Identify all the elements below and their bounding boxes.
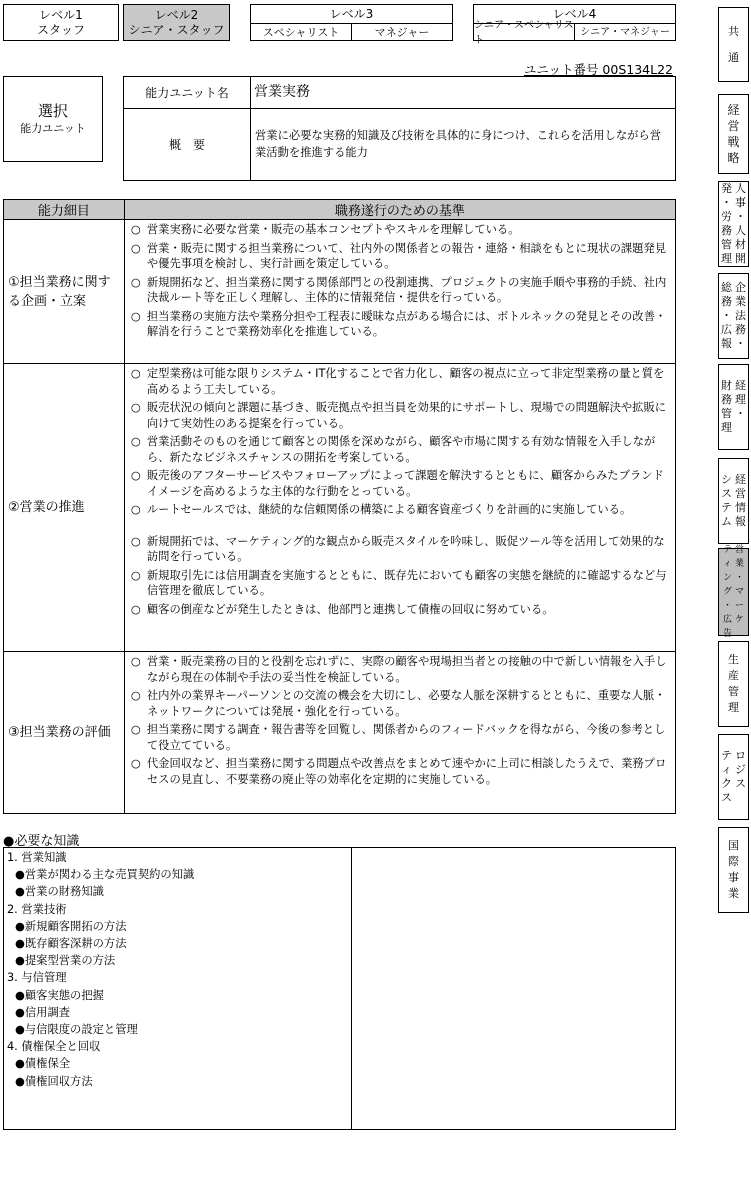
knowledge-item: ●顧客実態の把握 [15,988,104,1002]
side-tab-hr[interactable] [718,181,749,267]
side-tab-sales-marketing[interactable] [718,545,749,639]
circle-bullet-icon: ○ [130,241,141,255]
side-tab-label-col: 経 営 戦 略 [727,103,740,165]
col-header-criteria: 職務遂行のための基準 [124,200,675,220]
level-1-box [3,4,119,41]
level-4-senior-manager: シニア・マネジャー [580,27,670,38]
knowledge-item: ●提案型営業の方法 [15,954,116,968]
criteria-item: ○ 営業・販売業務の目的と役割を忘れずに、実際の顧客や現場担当者との接触の中で新しい情報を入手しながら現在の体制や手法の妥当性を検証している。 [130,655,667,684]
side-tab-production[interactable] [718,641,749,727]
criteria-item: ○ 営業・販売に関する担当業務について、社内外の関係者との報告・連絡・相談をもとに現状の課題発見や優先事項を検討し、実行計画を策定している。 [130,241,667,270]
side-tab-label-col: テ ィ ク ス [721,749,732,804]
criteria-table [3,199,676,814]
circle-bullet-icon: ○ [130,689,141,702]
knowledge-box [3,847,676,1130]
knowledge-item: ●信用調査 [15,1005,71,1019]
overview-text: 営業に必要な実務的知識及び技術を具体的に身につけ、これらを活用しながら営業活動を推進する能力 [255,129,662,159]
criteria-row-1 [4,220,676,364]
knowledge-item: ●新規顧客開拓の方法 [15,919,127,933]
level-3-specialist: スペシャリスト [251,24,352,41]
knowledge-heading: 2. 営業技術 [7,902,67,916]
level-2-title: レベル2 [154,7,199,22]
circle-bullet-icon: ○ [130,568,141,582]
side-tab-common[interactable] [718,7,749,82]
level-2-box-selected [123,4,230,41]
category-evaluation: ③担当業務の評価 [4,652,125,814]
unit-name: 営業実務 [251,77,675,109]
knowledge-item: ●債権保全 [15,1057,71,1071]
side-tab-legal[interactable] [718,273,749,359]
side-tab-label-col: 人 事 ・ 人 材 開 [735,182,746,265]
side-tab-label-col: シ ス テ ム [721,473,732,528]
criteria-item: ○ 顧客の倒産などが発生したときは、他部門と連携して債権の回収に努めている。 [130,602,554,616]
category-sales-promotion: ②営業の推進 [4,364,125,652]
selection-title: 選択 [37,102,68,120]
criteria-item: ○ 営業実務に必要な営業・販売の基本コンセプトやスキルを理解している。 [130,223,520,236]
unit-info-table [123,76,676,181]
category-planning: ①担当業務に関する企画・立案 [4,220,125,364]
knowledge-item: ●債権回収方法 [15,1074,93,1088]
circle-bullet-icon: ○ [130,275,141,289]
circle-bullet-icon: ○ [130,401,141,414]
knowledge-divider [351,848,352,1129]
criteria-item: ○ 代金回収など、担当業務に関する問題点や改善点をまとめて速やかに上司に相談したうえで、業務プロセスの見直し、不要業務の廃止等の効率化を定期的に実施している。 [130,757,667,786]
side-tab-finance[interactable] [718,364,749,450]
knowledge-heading: 4. 債権保全と回収 [7,1040,101,1054]
knowledge-heading: 1. 営業知識 [7,851,67,864]
knowledge-heading: 3. 与信管理 [7,971,67,985]
criteria-item: ○ 社内外の業界キーパーソンとの交流の機会を大切にし、必要な人脈を深耕するとともに、重要な人脈・ネットワークについては発展・強化を行っている。 [130,689,666,718]
side-tab-label-col: 発 ・ 労 務 管 理 [721,182,732,265]
side-tab-label-col: 共 通 [728,24,739,64]
side-tab-label-col: ロ ジ ス [735,749,746,790]
circle-bullet-icon: ○ [130,435,141,448]
side-tab-international[interactable] [718,827,749,913]
side-tab-label-col: テ ィ ン グ ・ 広 告 [722,545,732,639]
side-tab-label-col: 営 業 ・ マ ー ケ [735,545,745,625]
circle-bullet-icon: ○ [130,503,141,516]
side-tab-label-col: 経 営 情 報 [735,473,746,528]
criteria-item: ○ 新規取引先には信用調査を実施するとともに、既存先においても顧客の実態を継続的に確認するなど与信管理を徹底している。 [130,568,667,597]
circle-bullet-icon: ○ [130,534,141,548]
side-tab-label-col: 国 際 事 業 [728,839,739,900]
circle-bullet-icon: ○ [130,723,141,736]
knowledge-item: ●与信限度の設定と管理 [15,1023,138,1037]
side-tab-label-col: 生 産 管 理 [728,653,739,714]
knowledge-item: ●営業が関わる主な売買契約の知識 [15,868,195,882]
criteria-item: ○ 担当業務に関する調査・報告書等を回覧し、関係者からのフィードバックを得ながら、今後の参考として役立てている。 [130,723,666,752]
level-4-title: レベル4 [552,6,597,21]
circle-bullet-icon: ○ [130,655,141,668]
criteria-row-2 [4,364,676,652]
criteria-item: ○ 新規開拓など、担当業務に関する関係部門との役割連携、プロジェクトの実施手順や事務的手続、社内決裁ルート等を正しく理解し、主体的に情報発信・提供を行っている。 [130,275,667,304]
level-4-box [473,4,676,46]
criteria-item: ○ ルートセールスでは、継続的な信頼関係の構築による顧客資産づくりを計画的に実施している。 [130,503,632,516]
level-1-sub: スタッフ [36,22,85,37]
level-1-title: レベル1 [39,7,83,22]
criteria-item: ○ 担当業務の実施方法や業務分担や工程表に曖昧な点がある場合には、ボトルネックの発見とその改善・解消を行うことで業務効率化を推進している。 [130,309,667,338]
unit-number: ユニット番号 00S134L22 [523,62,673,77]
selection-sub: 能力ユニット [20,122,86,135]
criteria-item: ○ 営業活動そのものを通じて顧客との関係を深めながら、顧客や市場に関する有効な情報を入手しながら、新たなビジネスチャンスの開拓を考案している。 [130,435,656,464]
col-header-detail: 能力細目 [4,200,125,220]
selection-box [3,76,103,162]
knowledge-item: ●既存顧客深耕の方法 [15,937,127,951]
criteria-item: ○ 定型業務は可能な限りシステム・IT化することで省力化し、顧客の視点に立って非定型業務の量と質を高めるよう工夫している。 [130,367,665,396]
level-2-sub: シニア・スタッフ [128,22,225,37]
criteria-item: ○ 販売後のアフターサービスやフォローアップによって課題を解決するとともに、顧客からみたブランドイメージを高めるような主体的な行動をとっている。 [130,469,664,498]
criteria-row-3 [4,652,676,814]
knowledge-title: ●必要な知識 [3,834,80,849]
side-tab-logistics[interactable] [718,734,749,820]
circle-bullet-icon: ○ [130,602,141,616]
side-tab-strategy[interactable] [718,94,749,174]
overview-label: 概 要 [124,109,251,180]
level-3-box [250,4,453,41]
circle-bullet-icon: ○ [130,367,141,380]
circle-bullet-icon: ○ [130,309,141,323]
level-3-title: レベル3 [329,6,374,21]
criteria-item: ○ 新規開拓では、マーケティング的な観点から販売スタイルを吟味し、販促ツール等を活用して効果的な訪問を行っている。 [130,534,665,563]
level-3-manager: マネジャー [374,26,430,39]
circle-bullet-icon: ○ [130,469,141,482]
side-tab-label-col: 総 務 ・ 広 報 [721,281,732,350]
knowledge-list [4,848,350,1091]
side-tab-info-system[interactable] [718,458,749,544]
unit-name-label: 能力ユニット名 [124,77,251,109]
criteria-item: ○ 販売状況の傾向と課題に基づき、販売拠点や担当員を効果的にサポートし、現場での問題解決や拡販に向けて実効性のある提案を行っている。 [130,401,667,430]
knowledge-item: ●営業の財務知識 [15,885,104,899]
circle-bullet-icon: ○ [130,223,141,236]
circle-bullet-icon: ○ [130,757,141,770]
side-tab-label-col: 財 務 管 理 [721,379,732,434]
level-4-senior-specialist: シニア・スペシャリスト [474,19,574,46]
side-tab-label-col: 企 業 法 務 ・ [735,281,746,350]
side-tab-label-col: 経 理 ・ [735,379,746,420]
